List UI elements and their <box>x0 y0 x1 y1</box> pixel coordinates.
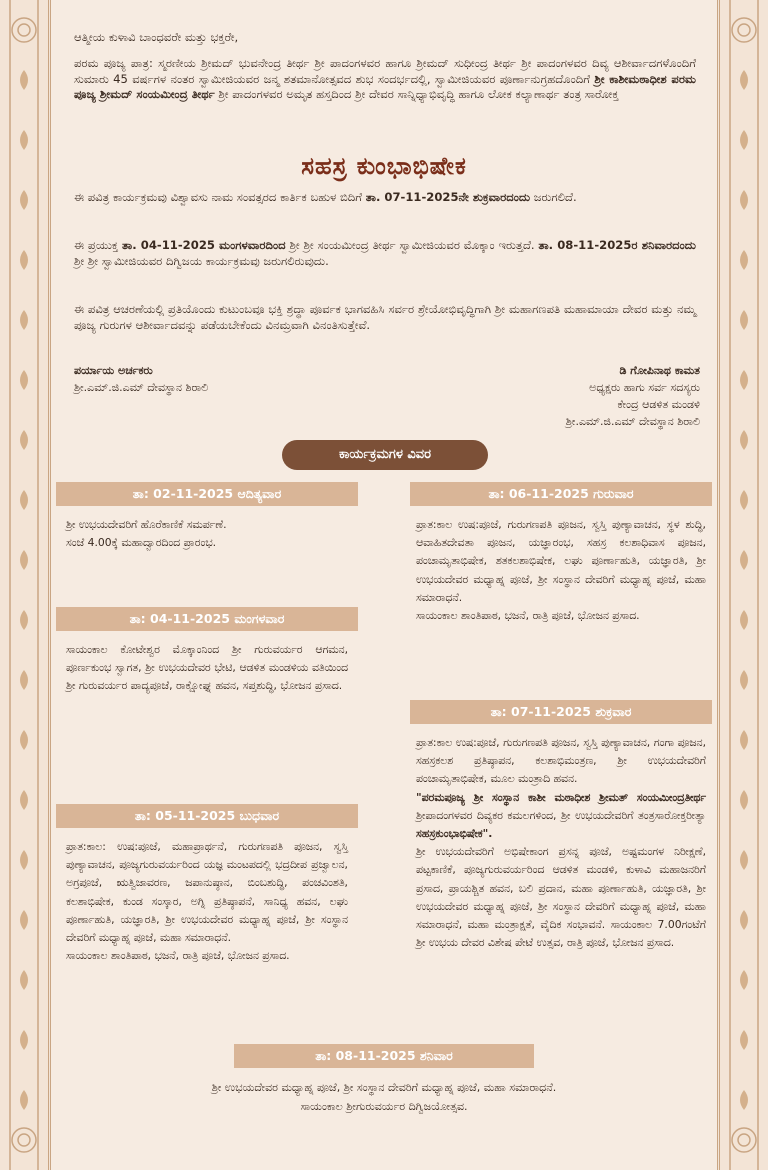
invitation-content <box>56 0 712 1170</box>
day-body-07-quote <box>416 789 706 844</box>
quote-line1: "ಪರಮಪೂಜ್ಯ ಶ್ರೀ ಸಂಸ್ಥಾನ ಕಾಶೀ ಮಠಾಧೀಶ ಶ್ರೀಮತ್ ಸಂಯಮೀಂದ್ರತೀರ್ಥ <box>416 790 706 804</box>
event-heading: ಸಹಸ್ರ ಕುಂಭಾಭಿಷೇಕ <box>301 152 467 180</box>
mango-leaf-icon <box>720 0 768 1170</box>
para3-date1: ತಾ. 04-11-2025 ಮಂಗಳವಾರದಿಂದ <box>121 238 286 252</box>
stay-paragraph <box>74 238 696 269</box>
request-paragraph: ಈ ಪವಿತ್ರ ಆಚರಣೆಯಲ್ಲಿ ಪ್ರತಿಯೊಂದು ಕುಟುಂಬವೂ ಭಕ್ತಿ ಶ್ರದ್ಧಾ ಪೂರ್ವಕ ಭಾಗವಹಿಸಿ ಸರ್ವರ ಶ್ರೇಯೋಭಿವೃದ್ಧಿಗಾಗಿ ಶ್ರೀ ಮಹಾಗಣಪತಿ ಮಹಾಮಾಯಾ ದೇವರ ಮತ್ತು ನಮ್ಮ ಪೂಜ್ಯ ಗುರುಗಳ ಆಶೀರ್ವಾದವನ್ನು ಪಡೆಯಬೇಕೆಂದು ವಿನಮ್ರವಾಗಿ ವಿನಂತಿಸುತ್ತೇವೆ. <box>74 302 696 332</box>
signature-right-line1: ಅಧ್ಯಕ್ಷರು ಹಾಗು ಸರ್ವ ಸದಸ್ಯರು <box>589 381 700 394</box>
signature-right-line3: ಶ್ರೀ.ಎಮ್.ಜಿ.ಎಮ್ ದೇವಸ್ಥಾನ ಶಿರಾಲಿ <box>565 415 700 428</box>
intro-part2: ಶ್ರೀ ಕಾಶೀಮಠಾಧೀಶ ಪರಮ ಪೂಜ್ಯ ಶ್ರೀಮದ್ ಸಂಯಮೀಂದ್ರ ತೀರ್ಥ <box>74 71 696 102</box>
day-body-02: ಶ್ರೀ ಉಭಯದೇವರಿಗೆ ಹೊರೆಕಾಣಿಕೆ ಸಮರ್ಪಣೆ. ಸಂಜೆ 4.00ಕ್ಕೆ ಮಹಾದ್ವಾರದಿಂದ ಪ್ರಾರಂಭ. <box>66 518 227 550</box>
day-header-08: ತಾ: 08-11-2025 ಶನಿವಾರ <box>234 1044 534 1068</box>
day-body-07 <box>416 734 706 952</box>
kalasha-ornament-icon <box>0 0 48 1170</box>
day-body-08-line2: ಸಾಯಂಕಾಲ ಶ್ರೀಗುರುವರ್ಯರ ದಿಗ್ವಿಜಯೋತ್ಸವ. <box>300 1100 468 1113</box>
para2-a: ಈ ಪವಿತ್ರ ಕಾರ್ಯಕ್ರಮವು ವಿಶ್ವಾವಸು ನಾಮ ಸಂವತ್ಸರದ ಕಾರ್ತಿಕ ಬಹುಳ ಬಿದಿಗೆ <box>74 190 363 204</box>
para3-e: ಶ್ರೀ ಶ್ರೀ ಸ್ವಾಮೀಜಿಯವರ ದಿಗ್ವಿಜಯ ಕಾರ್ಯಕ್ರಮವು ಜರುಗಲಿರುವುದು. <box>74 253 329 268</box>
para2-c: ಜರುಗಲಿದೆ. <box>533 190 577 204</box>
day-body-08-line1: ಶ್ರೀ ಉಭಯದೇವರ ಮಧ್ಯಾಹ್ನ ಪೂಜೆ, ಶ್ರೀ ಸಂಸ್ಥಾನ ದೇವರಿಗೆ ಮಧ್ಯಾಹ್ನ ಪೂಜೆ, ಮಹಾ ಸಮಾರಾಧನೆ. <box>211 1081 557 1094</box>
day-body-05: ಪ್ರಾತ:ಕಾಲ: ಉಷ:ಪೂಜೆ, ಮಹಾಪ್ರಾರ್ಥನೆ, ಗುರುಗಣಪತಿ ಪೂಜನ, ಸ್ವಸ್ತಿ ಪುಣ್ಯಾವಾಚನ, ಪೂಜ್ಯಗುರುವರ್ಯರಿಂದ ಯಜ್ಞ ಮಂಟಪದಲ್ಲಿ ಭದ್ರದೀಪ ಪ್ರಜ್ವಾಲನ, ಅಗ್ರಪೂಜೆ, ಋತ್ವಿಜಾವರಣ, ಜಪಾನುಷ್ಠಾನ, ಬಿಂಬಶುದ್ಧಿ, ಪಂಚವಿಂಶತಿ, ಕಲಶಾಭಿಷೇಕ, ಕುಂಡ ಸಂಸ್ಕಾರ, ಅಗ್ನಿ ಪ್ರತಿಷ್ಠಾಪನೆ, ಸಾನಿಧ್ಯ ಹವನ, ಲಘು ಪೂರ್ಣಾಹುತಿ, ಯಜ್ಞಾರತಿ, ಶ್ರೀ ಉಭಯದೇವರ ಮಧ್ಯಾಹ್ನ ಪೂಜೆ, ಶ್ರೀ ಸಂಸ್ಥಾನ ದೇವರಿಗೆ ಮಧ್ಯಾಹ್ನ ಪೂಜೆ, ಮಹಾ ಸಮಾರಾಧನೆ. ಸಾಯಂಕಾಲ ಶಾಂತಿಪಾಠ, ಭಜನೆ, ರಾತ್ರಿ ಪೂಜೆ, ಭೋಜನ ಪ್ರಸಾದ. <box>66 840 348 963</box>
right-border-ornament <box>717 0 768 1170</box>
signature-right <box>566 362 700 430</box>
para3-date2: ತಾ. 08-11-2025ರ ಶನಿವಾರದಂದು <box>538 238 696 252</box>
day-body-04: ಸಾಯಂಕಾಲ ಕೋಟೇಶ್ವರ ಮೊಕ್ಕಾಂನಿಂದ ಶ್ರೀ ಗುರುವರ್ಯರ ಆಗಮನ, ಪೂರ್ಣಕುಂಭ ಸ್ವಾಗತ, ಶ್ರೀ ಉಭಯದೇವರ ಭೇಟಿ, ಆಡಳಿತ ಮಂಡಳಿಯ ವತಿಯಿಂದ ಶ್ರೀ ಗುರುವರ್ಯರ ಪಾದ್ಯಪೂಜೆ, ರಾಕ್ಷೋಘ್ನ ಹವನ, ಸಪ್ತಶುದ್ಧಿ, ಭೋಜನ ಪ್ರಸಾದ. <box>66 643 348 693</box>
signature-right-line2: ಕೇಂದ್ರ ಆಡಳಿತ ಮಂಡಳಿ <box>617 398 700 411</box>
intro-part3: ಶ್ರೀ ಪಾದಂಗಳವರ ಅಮೃತ ಹಸ್ತದಿಂದ ಶ್ರೀ ದೇವರ ಸಾನ್ನಿಧ್ಯಾಭಿವೃದ್ಧಿ ಹಾಗೂ ಲೋಕ ಕಲ್ಯಾಣಾರ್ಥ ತಂತ್ರ ಸಾರೋಕ್ತ <box>218 87 619 102</box>
quote-line2: ಶ್ರೀಪಾದಂಗಳವರ ದಿವ್ಯಕರ ಕಮಲಗಳಿಂದ, ಶ್ರೀ ಉಭಯದೇವರಿಗೆ ತಂತ್ರಸಾರೋಕ್ತರೀತ್ಯಾ <box>416 808 706 822</box>
day-header-05: ತಾ: 05-11-2025 ಬುಧವಾರ <box>56 804 358 828</box>
quote-line3: ಸಹಸ್ರಕುಂಭಾಭಿಷೇಕ". <box>416 827 493 841</box>
signature-left <box>74 362 208 396</box>
para3-a: ಈ ಪ್ರಯುಕ್ತ <box>74 238 119 252</box>
day-body-06: ಪ್ರಾತ:ಕಾಲ ಉಷ:ಪೂಜೆ, ಗುರುಗಣಪತಿ ಪೂಜನ, ಸ್ವಸ್ತಿ ಪುಣ್ಯಾವಾಚನ, ಸ್ಥಳ ಶುದ್ಧಿ, ಆವಾಹಿತದೇವತಾ ಪೂಜನ, ಯಜ್ಞಾರಂಭ, ಸಹಸ್ರ ಕಲಶಾಧಿವಾಸ ಪೂಜನ, ಪಂಚಾಮೃತಾಭಿಷೇಕ, ಶತಕಲಶಾಭಿಷೇಕ, ಲಘು ಪೂರ್ಣಾಹುತಿ, ಯಜ್ಞಾರತಿ, ಶ್ರೀ ಉಭಯದೇವರ ಮಧ್ಯಾಹ್ನ ಪೂಜೆ, ಶ್ರೀ ಸಂಸ್ಥಾನ ದೇವರಿಗೆ ಮಧ್ಯಾಹ್ನ ಪೂಜೆ, ಮಹಾ ಸಮಾರಾಧನೆ. ಸಾಯಂಕಾಲ ಶಾಂತಿಪಾಠ, ಭಜನೆ, ರಾತ್ರಿ ಪೂಜೆ, ಭೋಜನ ಪ್ರಸಾದ. <box>416 518 706 623</box>
event-date-paragraph <box>74 190 696 206</box>
intro-part1: ಪರಮ ಪೂಜ್ಯ ಪಾತ್ರ: ಸ್ಮರಣೀಯ ಶ್ರೀಮದ್ ಭುವನೇಂದ್ರ ತೀರ್ಥ ಶ್ರೀ ಪಾದಂಗಳವರ ಹಾಗೂ ಶ್ರೀಮದ್ ಸುಧೀಂದ್ರ ತೀರ್ಥ ಶ್ರೀ ಪಾದಂಗಳವರ ದಿವ್ಯ ಆಶೀರ್ವಾದಗಳೊಂದಿಗೆ ಸುಮಾರು 45 ವರ್ಷಗಳ ನಂತರ ಸ್ವಾಮೀಜಿಯವರ ಜನ್ಮ ಶತಮಾನೋತ್ಸವದ ಶುಭ ಸಂದರ್ಭದಲ್ಲಿ, ಸ್ವಾಮೀಜಿಯವರ ಪೂರ್ಣಾನುಗ್ರಹದೊಂದಿಗೆ <box>74 56 696 86</box>
day-header-02: ತಾ: 02-11-2025 ಆದಿತ್ಯವಾರ <box>56 482 358 506</box>
signature-left-line1: ಶ್ರೀ.ಎಮ್.ಜಿ.ಎಮ್ ದೇವಸ್ಥಾನ ಶಿರಾಲಿ <box>74 381 209 394</box>
left-border-ornament <box>0 0 51 1170</box>
day-header-07: ತಾ: 07-11-2025 ಶುಕ್ರವಾರ <box>410 700 712 724</box>
para3-c: ಶ್ರೀ ಶ್ರೀ ಸಂಯಮೀಂದ್ರ ತೀರ್ಥ ಸ್ವಾಮೀಜಿಯವರ ಮೊಕ್ಕಾಂ ಇರುತ್ತದೆ. <box>289 238 535 252</box>
day-body-07-part2: ಶ್ರೀ ಉಭಯದೇವರಿಗೆ ಅಭಿಷೇಕಾಂಗ ಪ್ರಸನ್ನ ಪೂಜೆ, ಅಷ್ಟಮಂಗಳ ನಿರೀಕ್ಷಣೆ, ಪಟ್ಟಕಾಣಿಕೆ, ಪೂಜ್ಯಗುರುವರ್ಯರಿಂದ ಆಡಳಿತ ಮಂಡಳಿ, ಕುಳಾವಿ ಮಹಾಜನರಿಗೆ ಪ್ರಸಾದ, ಪ್ರಾಯಶ್ಚಿತ ಹವನ, ಬಲಿ ಪ್ರದಾನ, ಮಹಾ ಪೂರ್ಣಾಹುತಿ, ಯಜ್ಞಾರತಿ, ಶ್ರೀ ಉಭಯದೇವರ ಮಧ್ಯಾಹ್ನ ಪೂಜೆ, ಶ್ರೀ ಸಂಸ್ಥಾನ ದೇವರಿಗೆ ಮಧ್ಯಾಹ್ನ ಪೂಜೆ, ಮಹಾ ಸಮಾರಾಧನೆ, ಮಹಾ ಮಂತ್ರಾಕ್ಷತೆ, ವೈದಿಕ ಸಂಭಾವನೆ. ಸಾಯಂಕಾಲ 7.00ಗಂಟೆಗೆ ಶ್ರೀ ಉಭಯ ದೇವರ ವಿಶೇಷ ಪೇಟೆ ಉತ್ಸವ, ರಾತ್ರಿ ಪೂಜೆ, ಭೋಜನ ಪ್ರಸಾದ. <box>416 845 706 950</box>
day-body-07-part1: ಪ್ರಾತ:ಕಾಲ ಉಷ:ಪೂಜೆ, ಗುರುಗಣಪತಿ ಪೂಜನ, ಸ್ವಸ್ತಿ ಪುಣ್ಯಾವಾಚನ, ಗಂಗಾ ಪೂಜನ, ಸಹಸ್ರಕಲಶ ಪ್ರತಿಷ್ಠಾಪನ, ಕಲಶಾಭಿಮಂತ್ರಣ, ಶ್ರೀ ಉಭಯದೇವರಿಗೆ ಪಂಚಾಮೃತಾಭಿಷೇಕ, ಮೂಲ ಮಂತ್ರಾದಿ ಹವನ. <box>416 736 706 786</box>
program-title: ಕಾರ್ಯಕ್ರಮಗಳ ವಿವರ <box>282 440 488 470</box>
day-header-06: ತಾ: 06-11-2025 ಗುರುವಾರ <box>410 482 712 506</box>
intro-paragraph <box>74 56 696 103</box>
signature-right-name: ಡಿ ಗೋಪಿನಾಥ ಕಾಮತ <box>619 364 700 377</box>
signature-left-name: ಪರ್ಯಾಯ ಅರ್ಚಕರು <box>74 364 153 377</box>
greeting: ಆತ್ಮೀಯ ಕುಳಾವಿ ಬಾಂಧವರೇ ಮತ್ತು ಭಕ್ತರೇ, <box>74 30 239 44</box>
para2-date: ತಾ. 07-11-2025ನೇ ಶುಕ್ರವಾರದಂದು <box>365 190 531 204</box>
day-header-04: ತಾ: 04-11-2025 ಮಂಗಳವಾರ <box>56 607 358 631</box>
